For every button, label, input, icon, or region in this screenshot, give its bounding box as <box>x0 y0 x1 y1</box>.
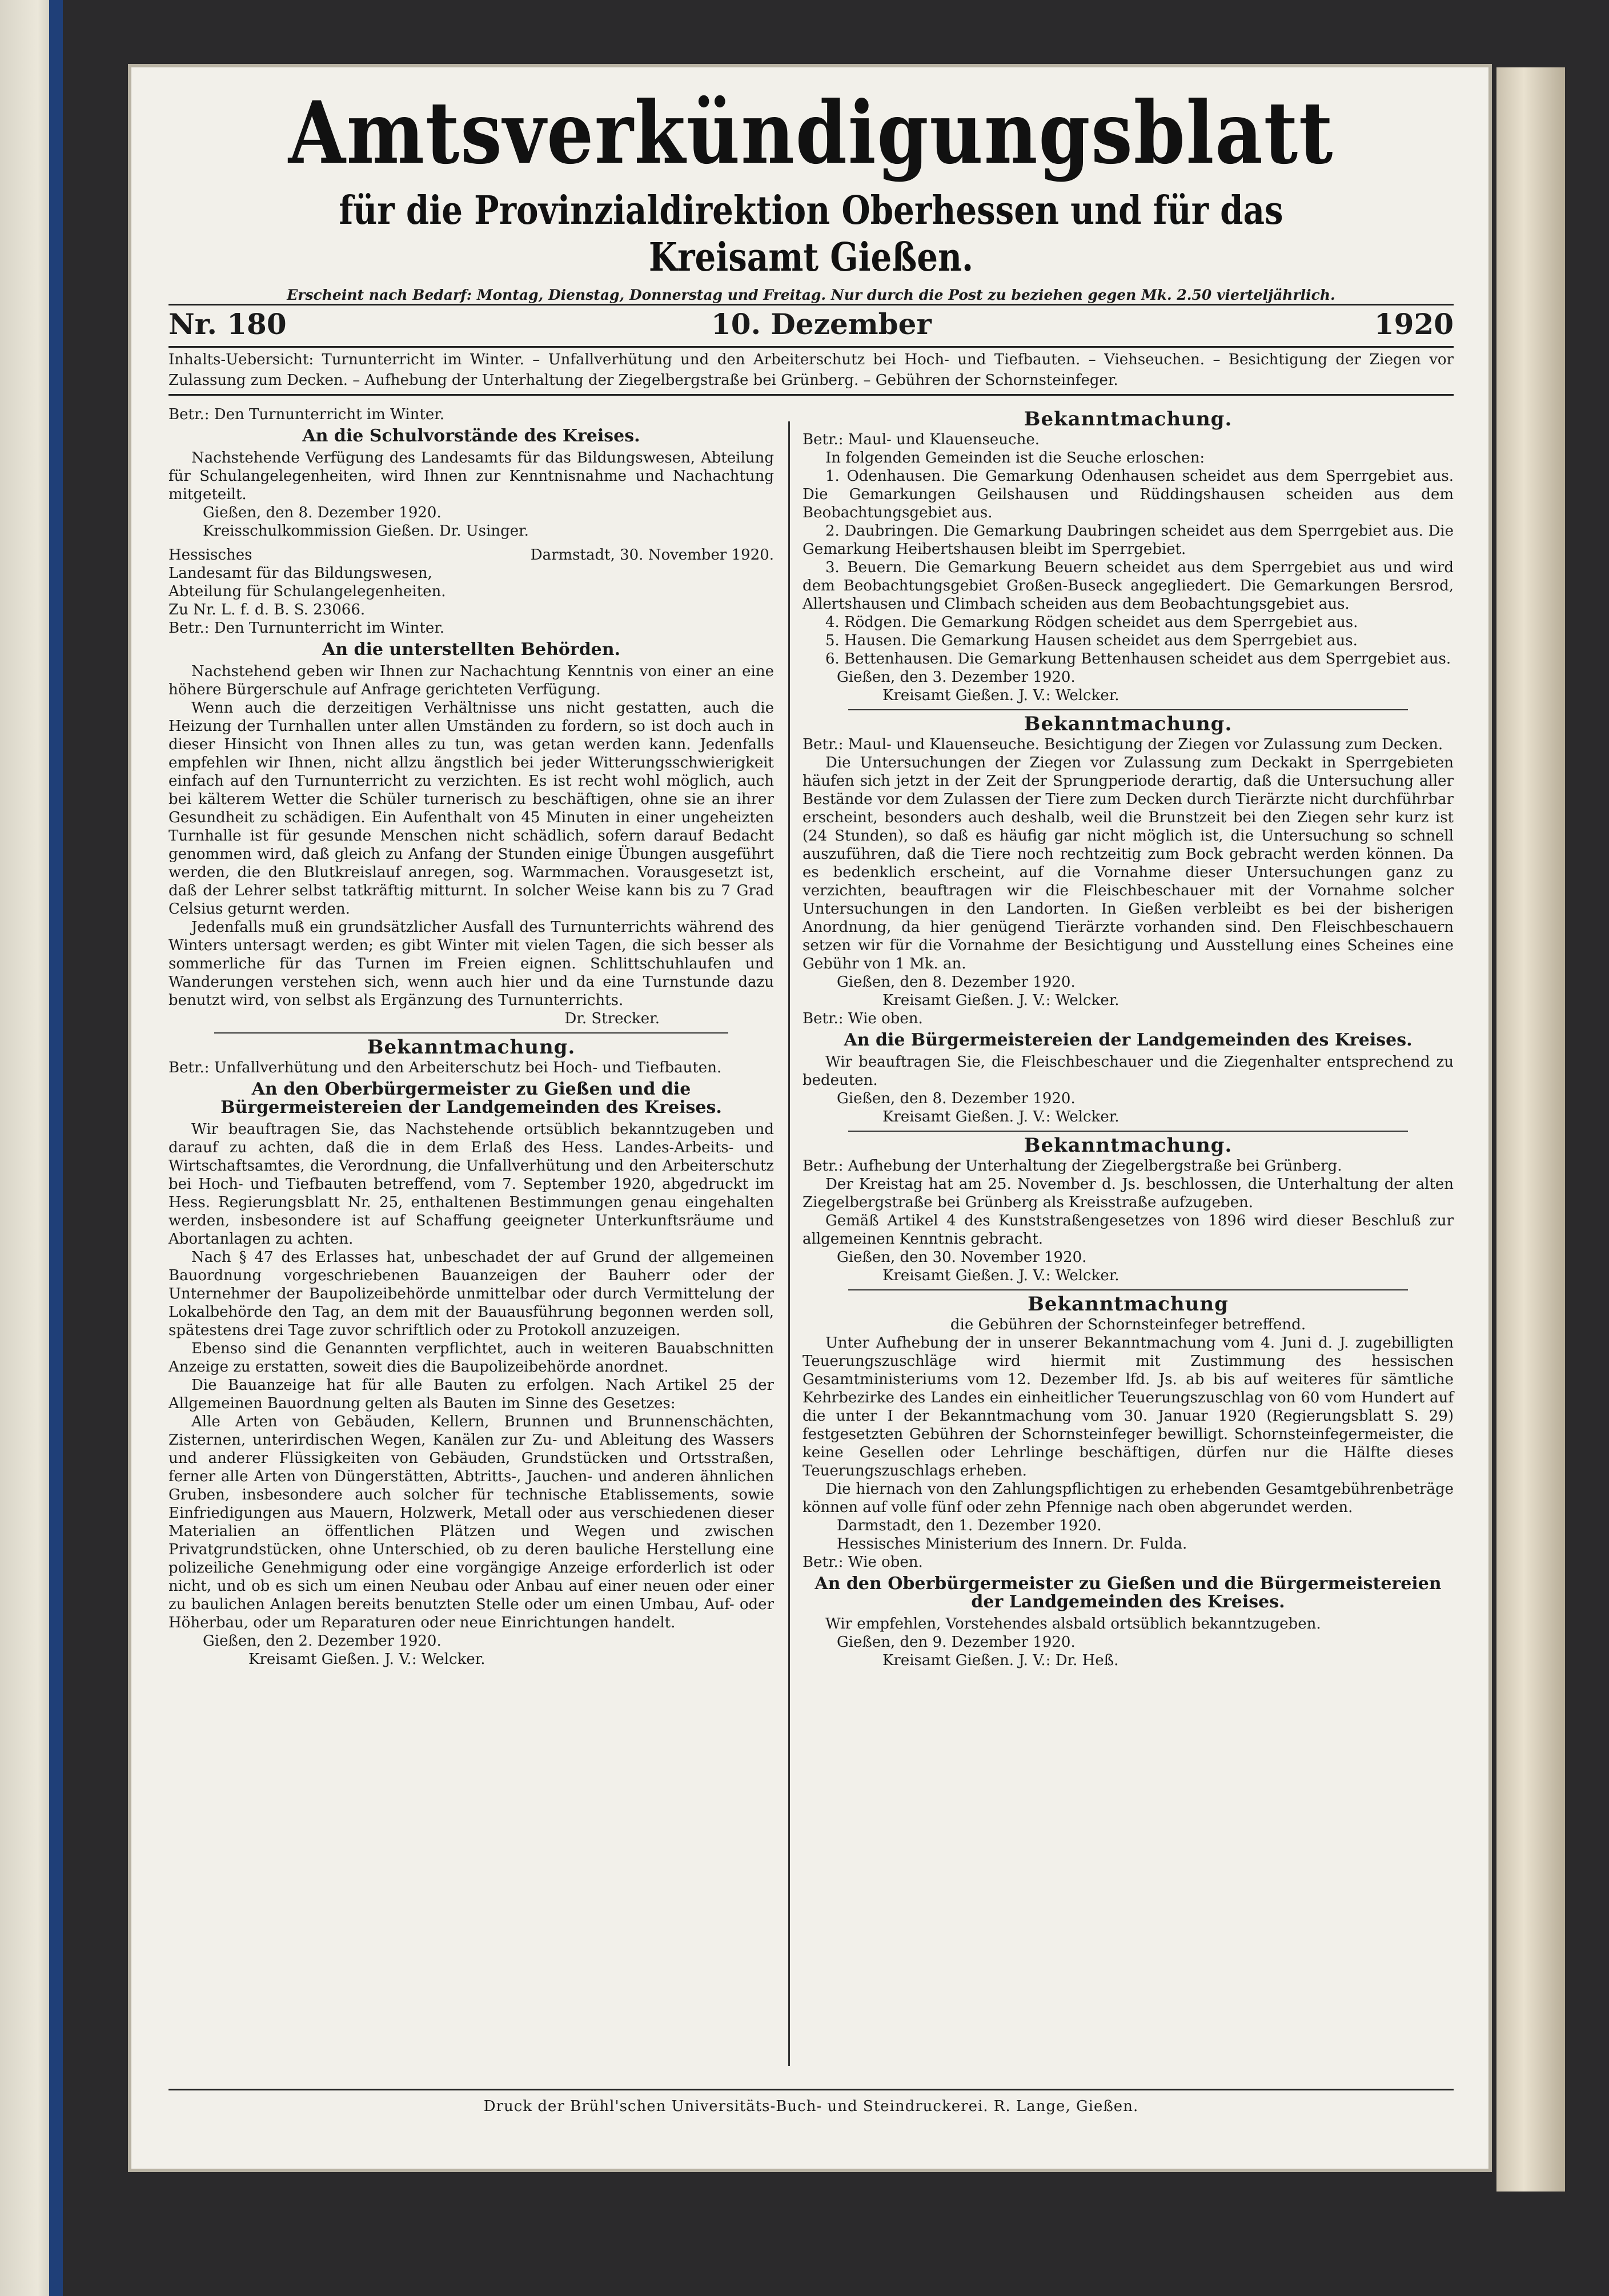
signature: Kreisamt Gießen. J. V.: Dr. Heß. <box>882 1652 1119 1669</box>
bottom-rule <box>168 2089 1454 2090</box>
article-paragraph: Nach § 47 des Erlasses hat, unbeschadet der auf Grund der allgemeinen Bauordnung vorgeschriebenen Bauanzeigen der Bauherr oder der Unternehmer der Baupolizeibehörde unmittelbar oder durch Vermittelung der Lokalbehörde den Tag, an dem mit der Bauausführung begonnen werden soll, spätestens drei Tage zuvor schriftlich oder zu Protokoll anzuzeigen. <box>168 1249 774 1339</box>
list-item: 1. Odenhausen. Die Gemarkung Odenhausen scheidet aus dem Sperrgebiet aus. Die Gemarkungen Geilshausen und Rüddingshausen scheiden aus dem Beobachtungsgebiet aus. <box>803 468 1454 521</box>
letterhead-line <box>168 546 774 564</box>
article-separator <box>848 1131 1408 1132</box>
printer-imprint: Druck der Brühl'schen Universitäts-Buch- und Steindruckerei. R. Lange, Gießen. <box>483 2098 1139 2115</box>
issue-year: 1920 <box>1374 307 1454 341</box>
reference-number: Zu Nr. L. f. d. B. S. 23066. <box>168 601 366 618</box>
article-subject: Betr.: Maul- und Klauenseuche. Besichtigung der Ziegen vor Zulassung zum Decken. <box>803 736 1443 753</box>
article-paragraph: Die Bauanzeige hat für alle Bauten zu erfolgen. Nach Artikel 25 der Allgemeinen Bauordnung gelten als Bauten im Sinne des Gesetzes: <box>168 1377 774 1412</box>
article-separator <box>848 1289 1408 1290</box>
article-separator <box>848 709 1408 710</box>
signature: Dr. Strecker. <box>564 1010 660 1027</box>
article-paragraph: Unter Aufhebung der in unserer Bekanntmachung vom 4. Juni d. J. zugebilligten Teuerungszuschläge wird hiermit mit Zustimmung des hessischen Gesamtministeriums vom 12. Dezember lfd. Js. ab bis auf weiteres für sämtliche Kehrbezirke des Landes ein einheitlicher Teuerungszuschlag von 60 vom Hundert auf die unter I der Bekanntmachung vom 30. Januar 1920 (Regierungsblatt S. 29) festgesetzten Gebühren der Schornsteinfeger bewilligt. Schornsteinfegermeister, die keine Gesellen oder Lehrlinge beschäftigen, dürfen nur die Hälfte dieses Teuerungszuschlags erheben. <box>803 1334 1454 1479</box>
article-paragraph: Ebenso sind die Genannten verpflichtet, auch in weiteren Bauabschnitten Anzeige zu erstatten, soweit dies die Baupolizeibehörde anordnet. <box>168 1340 774 1376</box>
signature: Kreisamt Gießen. J. V.: Welcker. <box>248 1651 485 1668</box>
article-subject: Betr.: Den Turnunterricht im Winter. <box>168 620 445 637</box>
place-date: Gießen, den 3. Dezember 1920. <box>837 669 1076 686</box>
left-column <box>168 405 774 1668</box>
signature: Kreisamt Gießen. J. V.: Welcker. <box>882 1267 1120 1284</box>
article-addressee: An den Oberbürgermeister zu Gießen und die Bürgermeistereien der Landgemeinden des Kreises. <box>814 1574 1442 1612</box>
section-heading: Bekanntmachung. <box>1024 408 1233 431</box>
article-paragraph: Alle Arten von Gebäuden, Kellern, Brunnen und Brunnenschächten, Zisternen, unterirdischen Wegen, Kanälen zur Zu- und Ableitung des Wassers und anderer Flüssigkeiten von Gebäuden, Grundstücken und Ortsstraßen, ferner alle Arten von Düngerstätten, Abtritts-, Jauchen- und anderen ähnlichen Gruben, insbesondere auch solcher für technische Etablissements, sowie Einfriedigungen aus Mauern, Holzwerk, Metall oder aus verschiedenen dieser Materialien an öffentlichen Plätzen und Wegen und zwischen Privatgrundstücken, ohne Unterschied, ob zu deren bauliche Herstellung eine polizeiliche Genehmigung oder eine vorgängige Anzeige erforderlich ist oder nicht, und ob es sich um einen Neubau oder Anbau auf einer neuen oder einer zu baulichen Anlagen bereits benutzten Stelle oder um einen Umbau, Auf- oder Höherbau, oder um Reparaturen oder neue Einrichtungen handelt. <box>168 1413 774 1631</box>
place-date: Gießen, den 2. Dezember 1920. <box>203 1632 442 1650</box>
newspaper-page <box>131 67 1488 2169</box>
list-item: 3. Beuern. Die Gemarkung Beuern scheidet aus dem Sperrgebiet aus und wird dem Beobachtungsgebiet Großen-Buseck angegliedert. Die Gemarkungen Bersrod, Allertshausen und Climbach scheiden aus dem Beobachtungsgebiet aus. <box>803 559 1454 613</box>
article-subject: Betr.: Unfallverhütung und den Arbeiterschutz bei Hoch- und Tiefbauten. <box>168 1059 722 1076</box>
right-column <box>803 405 1454 1670</box>
article-subject: Betr.: Den Turnunterricht im Winter. <box>168 406 445 423</box>
signature: Kreisschulkommission Gießen. Dr. Usinger. <box>203 522 529 540</box>
article-addressee: An die Schulvorstände des Kreises. <box>302 426 640 446</box>
section-heading: Bekanntmachung. <box>1024 1134 1233 1157</box>
signature: Kreisamt Gießen. J. V.: Welcker. <box>882 687 1120 704</box>
column-divider <box>788 421 790 2066</box>
list-item: 2. Daubringen. Die Gemarkung Daubringen scheidet aus dem Sperrgebiet aus. Die Gemarkung Heibertshausen bleibt im Sperrgebiet. <box>803 522 1454 558</box>
article-subject: Betr.: Aufhebung der Unterhaltung der Ziegelbergstraße bei Grünberg. <box>803 1157 1342 1175</box>
place-date: Darmstadt, den 1. Dezember 1920. <box>837 1517 1102 1534</box>
article-paragraph: Wir empfehlen, Vorstehendes alsbald ortsüblich bekanntzugeben. <box>825 1615 1321 1632</box>
place-date: Gießen, den 30. November 1920. <box>837 1249 1087 1266</box>
list-item: 4. Rödgen. Die Gemarkung Rödgen scheidet aus dem Sperrgebiet aus. <box>825 614 1358 631</box>
toc-rule <box>168 394 1454 396</box>
article-addressee: An den Oberbürgermeister zu Gießen und die Bürgermeistereien der Landgemeinden des Kreises. <box>220 1079 722 1117</box>
top-rule <box>168 304 1454 305</box>
binding-cloth <box>49 0 63 2296</box>
letterhead-office: Hessisches <box>168 546 252 564</box>
article-subject: Betr.: Wie oben. <box>803 1554 923 1571</box>
signature: Hessisches Ministerium des Innern. Dr. Fulda. <box>837 1535 1187 1553</box>
place-date: Gießen, den 8. Dezember 1920. <box>837 974 1076 991</box>
section-heading: Bekanntmachung. <box>367 1036 576 1059</box>
article-subject: Betr.: Wie oben. <box>803 1010 923 1027</box>
article-addressee: An die unterstellten Behörden. <box>322 640 621 660</box>
article-paragraph: Der Kreistag hat am 25. November d. Js. beschlossen, die Unterhaltung der alten Ziegelbergstraße bei Grünberg als Kreisstraße aufzugeben. <box>803 1176 1454 1211</box>
issue-number: Nr. 180 <box>168 307 287 341</box>
section-heading: Bekanntmachung <box>1028 1293 1229 1316</box>
table-of-contents: Inhalts-Uebersicht: Turnunterricht im Winter. – Unfallverhütung und den Arbeiterschutz bei Hoch- und Tiefbauten. – Viehseuchen. – Besichtigung der Ziegen vor Zulassung zum Decken. – Aufhebung der Unterhaltung der Ziegelbergstraße bei Grünberg. – Gebühren der Schornsteinfeger. <box>168 351 1454 389</box>
article-paragraph: Nachstehende Verfügung des Landesamts für das Bildungswesen, Abteilung für Schulangelegenheiten, wird Ihnen zur Kenntnisnahme und Nachachtung mitgeteilt. <box>168 449 774 503</box>
masthead-subtitle: für die Provinzialdirektion Oberhessen und für das Kreisamt Gießen. <box>339 188 1283 280</box>
masthead-title: Amtsverkündigungsblatt <box>288 83 1334 183</box>
article-subtitle: die Gebühren der Schornsteinfeger betreffend. <box>950 1316 1306 1333</box>
list-item: 5. Hausen. Die Gemarkung Hausen scheidet aus dem Sperrgebiet aus. <box>825 632 1358 649</box>
letterhead-date: Darmstadt, 30. November 1920. <box>530 546 774 564</box>
article-paragraph: Die hiernach von den Zahlungspflichtigen zu erhebenden Gesamtgebührenbeträge können auf volle fünf oder zehn Pfennige nach oben abgerundet werden. <box>803 1481 1454 1516</box>
page-stack-edge <box>1496 67 1565 2192</box>
article-addressee: An die Bürgermeistereien der Landgemeinden des Kreises. <box>844 1030 1413 1050</box>
place-date: Gießen, den 9. Dezember 1920. <box>837 1634 1076 1651</box>
list-item: 6. Bettenhausen. Die Gemarkung Bettenhausen scheidet aus dem Sperrgebiet aus. <box>825 650 1451 668</box>
dateline-rule <box>168 346 1454 348</box>
issue-date: 10. Dezember <box>711 307 932 341</box>
article-paragraph: Gemäß Artikel 4 des Kunststraßengesetzes von 1896 wird dieser Beschluß zur allgemeinen Kenntnis gebracht. <box>803 1212 1454 1248</box>
article-paragraph: Die Untersuchungen der Ziegen vor Zulassung zum Deckakt in Sperrgebieten häufen sich jetzt in der Zeit der Sprungperiode derartig, daß die Untersuchung aller Bestände vor dem Zulassen der Tiere zum Decken durch Tierärzte nicht durchführbar erscheint, besonders auch deshalb, weil die Brunstzeit bei den Ziegen sehr kurz ist (24 Stunden), so daß es häufig gar nicht möglich ist, die Untersuchung so schnell auszuführen, daß die Tiere noch rechtzeitig zum Bock gebracht werden können. Da es bedenklich erscheint, auf die Vornahme dieser Untersuchungen ganz zu verzichten, beauftragen wir die Fleischbeschauer mit der Vornahme solcher Untersuchungen in den Landorten. In Gießen verbleibt es bei der bisherigen Anordnung, da hier genügend Tierärzte vorhanden sind. Den Fleischbeschauern setzen wir für die Vornahme der Besichtigung und Ausstellung eines Scheines eine Gebühr von 1 Mk. an. <box>803 754 1454 972</box>
article-paragraph: Jedenfalls muß ein grundsätzlicher Ausfall des Turnunterrichts während des Winters untersagt werden; es gibt Winter mit vielen Tagen, die sich besser als sommerliche für das Turnen im Freien eignen. Schlittschuhlaufen und Wanderungen verstehen sich, wenn auch hier und da eine Turnstunde dazu benutzt wird, von selbst als Ergänzung des Turnunterrichts. <box>168 919 774 1009</box>
publication-schedule: Erscheint nach Bedarf: Montag, Dienstag, Donnerstag und Freitag. Nur durch die Post zu beziehen gegen Mk. 2.50 vierteljährlich. <box>287 287 1335 303</box>
signature: Kreisamt Gießen. J. V.: Welcker. <box>882 992 1120 1009</box>
section-heading: Bekanntmachung. <box>1024 713 1233 735</box>
issue-dateline <box>168 307 1454 344</box>
masthead <box>166 85 1456 305</box>
signature: Kreisamt Gießen. J. V.: Welcker. <box>882 1108 1120 1125</box>
article-paragraph: Wir beauftragen Sie, das Nachstehende ortsüblich bekanntzugeben und darauf zu achten, daß die in dem Erlaß des Hess. Landes-Arbeits- und Wirtschaftsamtes, die Verordnung, die Unfallverhütung und den Arbeiterschutz bei Hoch- und Tiefbauten betreffend, vom 7. September 1920, abgedruckt im Hess. Regierungsblatt Nr. 25, enthaltenen Bestimmungen genau eingehalten werden, insbesondere ist auf Schaffung geeigneter Unterkunftsräume und Abortanlagen zu achten. <box>168 1121 774 1248</box>
place-date: Gießen, den 8. Dezember 1920. <box>203 504 442 521</box>
letterhead-line: Abteilung für Schulangelegenheiten. <box>168 583 446 600</box>
article-paragraph: In folgenden Gemeinden ist die Seuche erloschen: <box>825 449 1205 467</box>
article-paragraph: Wenn auch die derzeitigen Verhältnisse uns nicht gestatten, auch die Heizung der Turnhallen unter allen Umständen zu fordern, so ist doch auch in dieser Hinsicht von Ihnen alles zu tun, was getan werden kann. Jedenfalls empfehlen wir Ihnen, nicht allzu ängstlich bei jeder Witterungsschwierigkeit einfach auf den Turnunterricht zu verzichten. Es ist recht wohl möglich, auch bei kälterem Wetter die Schüler turnerisch zu beschäftigen, ohne sie an ihrer Gesundheit zu schädigen. Ein Aufenthalt von 45 Minuten in einer ungeheizten Turnhalle ist für gesunde Menschen nicht schädlich, sofern darauf Bedacht genommen wird, daß gleich zu Anfang der Stunden einige Übungen ausgeführt werden, die den Blutkreislauf anregen, sog. Warmmachen. Vorausgesetzt ist, daß der Lehrer selbst tatkräftig mitturnt. In solcher Weise kann bis zu 7 Grad Celsius geturnt werden. <box>168 699 774 918</box>
place-date: Gießen, den 8. Dezember 1920. <box>837 1090 1076 1107</box>
article-paragraph: Wir beauftragen Sie, die Fleischbeschauer und die Ziegenhalter entsprechend zu bedeuten. <box>803 1053 1454 1089</box>
article-paragraph: Nachstehend geben wir Ihnen zur Nachachtung Kenntnis von einer an eine höhere Bürgerschule auf Anfrage gerichteten Verfügung. <box>168 663 774 698</box>
article-separator <box>214 1032 728 1034</box>
article-subject: Betr.: Maul- und Klauenseuche. <box>803 431 1040 448</box>
letterhead-line: Landesamt für das Bildungswesen, <box>168 565 432 582</box>
